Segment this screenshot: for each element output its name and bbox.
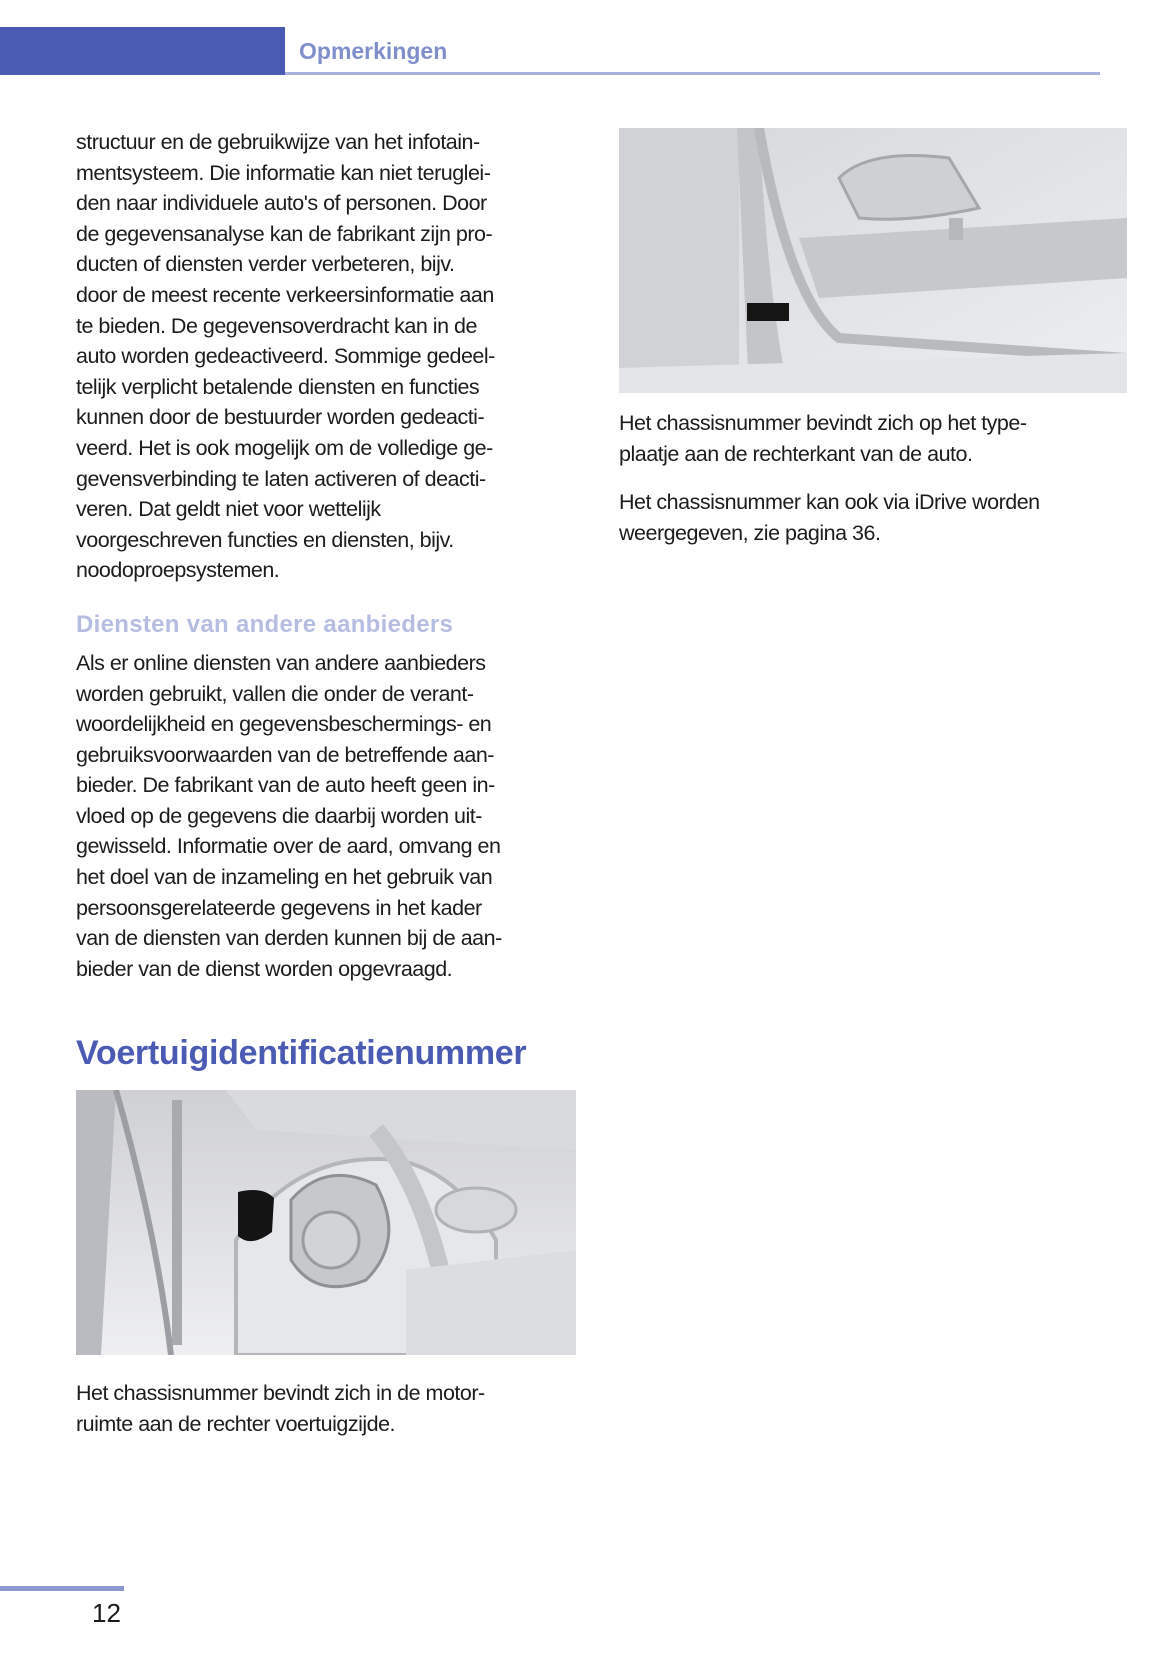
subheading-third-party: Diensten van andere aanbieders: [76, 610, 454, 638]
engine-bay-photo: [76, 1090, 576, 1355]
page-header-title: Opmerkingen: [299, 38, 448, 64]
right-column: [619, 408, 1129, 548]
left-column: [76, 127, 586, 1073]
door-sill-photo: [619, 128, 1127, 393]
footer-rule: [0, 1586, 124, 1591]
third-party-paragraph: Als er online diensten van andere aanbieders worden gebruikt, vallen die onder de verant- woordelijkheid en gegevensbeschermings- en gebruiksvoorwaarden van de betreffende aan- bieder. De fabrikant van de auto heeft geen in- vloed op de gegevens die daarbij worden uit- gewisseld. Informatie over de aard, omvang en het doel van de inzameling en het gebruik van persoonsgerelateerde gegevens in het kader van de diensten van derden kunnen bij de aan- bieder van de dienst worden opgevraagd.: [76, 650, 502, 981]
engine-photo-caption: Het chassisnummer bevindt zich in de motor- ruimte aan de rechter voertuigzijde.: [76, 1381, 485, 1436]
header-rule: [285, 72, 1100, 75]
intro-paragraph: structuur en de gebruikwijze van het infotain- mentsysteem. Die informatie kan niet teruglei- den naar individuele auto's of personen. Door de gegevensanalyse kan de fabrikant zijn pro- ducten of diensten verder verbeteren, bijv. door de meest recente verkeersinformatie aan te bieden. De gegevensoverdracht kan in de auto worden gedeactiveerd. Sommige gedeel- telijk verplicht betalende diensten en functies kunnen door de bestuurder worden gedeacti- veerd. Het is ook mogelijk om de volledige ge- gevensverbinding te laten activeren of deacti- veren. Dat geldt niet voor wettelijk voorgeschreven functies en diensten, bijv. noodoproepsystemen.: [76, 130, 495, 583]
page-number: 12: [92, 1598, 121, 1628]
section-title-vin: Voertuigidentificatienummer: [76, 1034, 527, 1073]
door-photo-caption: Het chassisnummer bevindt zich op het type- plaatje aan de rechterkant van de auto.: [619, 411, 1027, 466]
engine-caption-block: [76, 1378, 586, 1439]
header-accent-bar: [0, 27, 285, 75]
idrive-paragraph: Het chassisnummer kan ook via iDrive worden weergegeven, zie pagina 36.: [619, 490, 1040, 545]
